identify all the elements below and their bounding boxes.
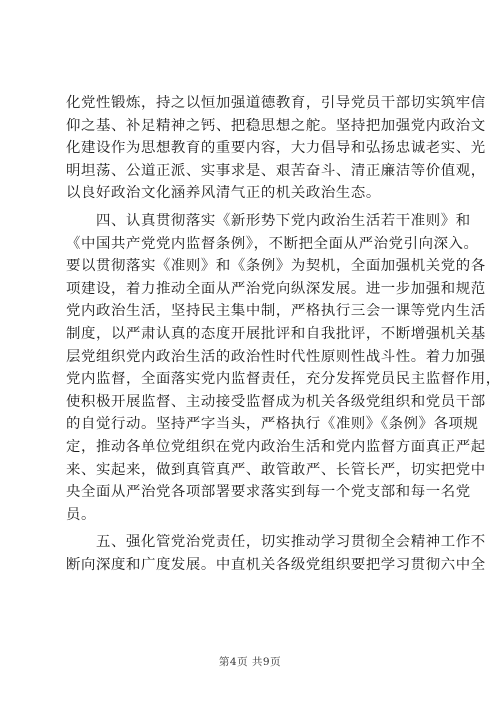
text-line: 层党组织党内政治生活的政治性时代性原则性战斗性。着力加强 — [66, 348, 486, 365]
text-line: 化建设作为思想教育的重要内容，大力倡导和弘扬忠诚老实、光 — [66, 140, 486, 157]
text-line: 党内监督，全面落实党内监督责任，充分发挥党员民主监督作用， — [66, 371, 501, 388]
text-line: 的自觉行动。坚持严字当头，严格执行《准则》《条例》各项规 — [66, 416, 479, 433]
page-footer: 第4页 共9页 — [218, 656, 282, 668]
text-line: 来、实起来，做到真管真严、敢管敢严、长管长严，切实把党中 — [66, 461, 486, 478]
text-line: 化党性锻炼，持之以恒加强道德教育，引导党员干部切实筑牢信 — [66, 95, 486, 111]
text-line: 五、强化管党治党责任，切实推动学习贯彻全会精神工作不 — [66, 534, 486, 551]
body-text — [66, 92, 501, 576]
text-line: 明坦荡、公道正派、实事求是、艰苦奋斗、清正廉洁等价值观， — [66, 162, 486, 179]
text-line: 《中国共产党党内监督条例》，不断把全面从严治党引向深入。 — [66, 235, 479, 252]
text-line: 四、认真贯彻落实《新形势下党内政治生活若干准则》和 — [66, 212, 471, 229]
text-line: 央全面从严治党各项部署要求落实到每一个党支部和每一名党 — [66, 484, 471, 501]
text-line: 员。 — [66, 506, 96, 523]
text-line: 断向深度和广度发展。中直机关各级党组织要把学习贯彻六中全 — [66, 556, 486, 573]
text-line: 项建设，着力推动全面从严治党向纵深发展。进一步加强和规范 — [66, 280, 486, 297]
text-line: 制度，以严肃认真的态度开展批评和自我批评，不断增强机关基 — [66, 325, 486, 342]
text-line: 使积极开展监督、主动接受监督成为机关各级党组织和党员干部 — [66, 393, 486, 410]
text-line: 要以贯彻落实《准则》和《条例》为契机，全面加强机关党的各 — [66, 258, 486, 275]
text-line: 定，推动各单位党组织在党内政治生活和党内监督方面真正严起 — [66, 438, 486, 455]
text-line: 仰之基、补足精神之钙、把稳思想之舵。坚持把加强党内政治文 — [66, 117, 486, 134]
text-line: 党内政治生活，坚持民主集中制，严格执行三会一课等党内生活 — [66, 303, 486, 320]
text-line: 以良好政治文化涵养风清气正的机关政治生态。 — [66, 185, 381, 202]
